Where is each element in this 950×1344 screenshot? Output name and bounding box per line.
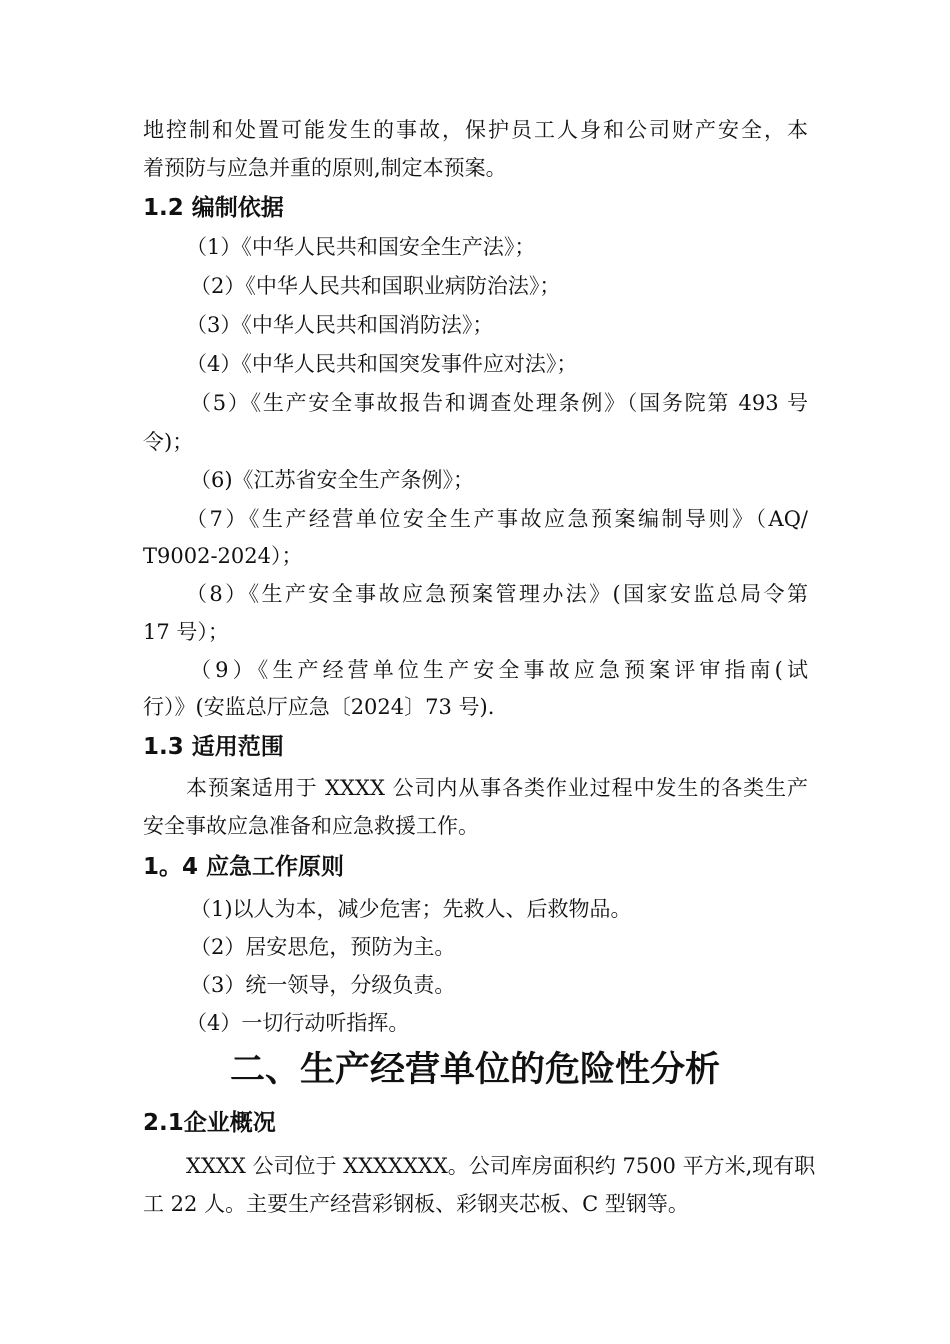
principle-item-1: （1)以人为本，减少危害；先救人、后救物品。 (190, 897, 632, 921)
basis-item-9-cont: 行）》(安监总厅应急〔2024〕73 号). (143, 695, 495, 719)
continuation-line-2: 着预防与应急并重的原则,制定本预案。 (143, 156, 507, 180)
basis-item-3: （3）《中华人民共和国消防法》； (186, 313, 494, 337)
overview-line-1: XXXX 公司位于 XXXXXXX。公司库房面积约 7500 平方米,现有职 (186, 1154, 816, 1178)
basis-item-7-cont: T9002-2024）； (143, 544, 303, 568)
basis-item-9: （9）《生产经营单位生产安全事故应急预案评审指南(试 (190, 658, 808, 682)
section-heading-2-1: 2.1企业概况 (143, 1110, 276, 1136)
section-heading-1-4: 1。4 应急工作原则 (143, 854, 345, 880)
continuation-line-1: 地控制和处置可能发生的事故，保护员工人身和公司财产安全，本 (143, 118, 808, 142)
overview-line-2: 工 22 人。主要生产经营彩钢板、彩钢夹芯板、C 型钢等。 (143, 1192, 689, 1216)
section-heading-1-3: 1.3 适用范围 (143, 734, 284, 760)
basis-item-4: （4）《中华人民共和国突发事件应对法》； (186, 352, 578, 376)
basis-item-8-cont: 17 号）； (143, 620, 229, 644)
basis-item-2: （2）《中华人民共和国职业病防治法》； (190, 274, 561, 298)
basis-item-1: （1）《中华人民共和国安全生产法》； (186, 235, 536, 259)
principle-item-3: （3）统一领导，分级负责。 (190, 973, 456, 997)
basis-item-5-cont: 令)； (143, 430, 194, 454)
principle-item-4: （4）一切行动听指挥。 (186, 1011, 410, 1035)
basis-item-6: （6)《江苏省安全生产条例》； (190, 468, 475, 492)
scope-line-2: 安全事故应急准备和应急救援工作。 (143, 814, 479, 838)
basis-item-7: （7）《生产经营单位安全生产事故应急预案编制导则》（AQ/ (186, 507, 808, 531)
basis-item-8: （8）《生产安全事故应急预案管理办法》(国家安监总局令第 (186, 582, 808, 606)
scope-line-1: 本预案适用于 XXXX 公司内从事各类作业过程中发生的各类生产 (186, 776, 808, 800)
basis-item-5: （5）《生产安全事故报告和调查处理条例》（国务院第 493 号 (190, 391, 808, 415)
principle-item-2: （2）居安思危，预防为主。 (190, 935, 456, 959)
chapter-title: 二、生产经营单位的危险性分析 (229, 1050, 720, 1090)
section-heading-1-2: 1.2 编制依据 (143, 195, 284, 221)
